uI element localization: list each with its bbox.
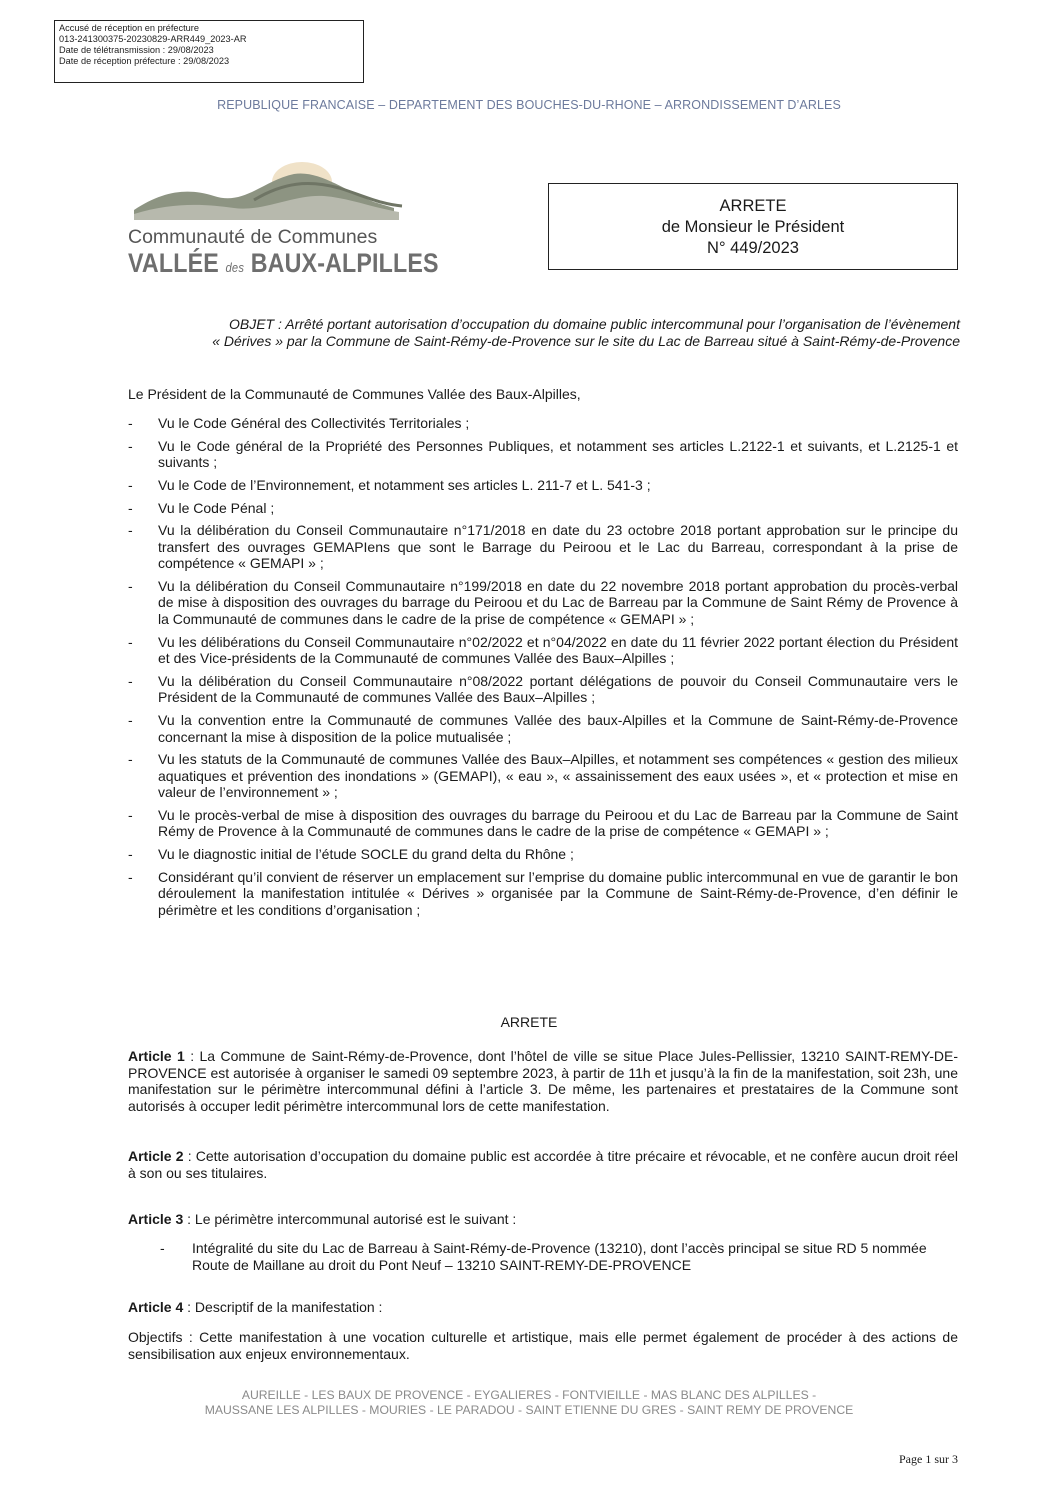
article-3-item: - Intégralité du site du Lac de Barreau à Saint-Rémy-de-Provence (13210), dont l’accès principal se situe RD 5 nommée Route de Maillane au droit du Pont Neuf – 13210 SAINT-REMY-DE-PROVENCE <box>160 1240 960 1273</box>
article-label: Article 3 <box>128 1211 184 1227</box>
list-item: - Vu la délibération du Conseil Communautaire n°171/2018 en date du 23 octobre 2018 portant approbation sur le principe du transfert des ouvrages GEMAPIens que sont le Barrage du Peiroou et le Lac du Barreau, correspondant à la prise de compétence « GEMAPI » ; <box>128 522 958 572</box>
stamp-line: 013-241300375-20230829-ARR449_2023-AR <box>59 34 247 44</box>
considerant-text: Vu la délibération du Conseil Communautaire n°171/2018 en date du 23 octobre 2018 portant approbation sur le principe du transfert des ouvrages GEMAPIens que sont le Barrage du Peiroou et le Lac du Barreau, correspondant à la prise de compétence « GEMAPI » ; <box>158 522 958 572</box>
objet-subject <box>112 316 960 350</box>
logo-des: des <box>225 260 245 275</box>
stamp-line: Date de télétransmission : 29/08/2023 <box>59 45 214 55</box>
logo-baux-alpilles: BAUX-ALPILLES <box>244 248 439 278</box>
objectifs-paragraph: Objectifs : Cette manifestation à une vocation culturelle et artistique, mais elle permet également de procéder à des actions de sensibilisation aux enjeux environnementaux. <box>128 1329 958 1362</box>
article-text: : Le périmètre intercommunal autorisé est le suivant : <box>183 1211 517 1227</box>
article-text: : La Commune de Saint-Rémy-de-Provence, dont l’hôtel de ville se situe Place Jules-Pellissier, 13210 SAINT-REMY-DE-PROVENCE est autorisée à organiser le samedi 09 septembre 2023, à partir de 11h et jusqu’à la fin de la manifestation, soit 23h, une manifestation sur le périmètre intercommunal défini à l’article 3. De même, les partenaires et prestataires de la Commune sont autorisés à occuper ledit périmètre intercommunal lors de cette manifestation. <box>128 1048 959 1114</box>
considerant-text: Vu le Code de l’Environnement, et notamment ses articles L. 211-7 et L. 541-3 ; <box>158 476 651 493</box>
article-label: Article 4 <box>128 1299 184 1315</box>
list-item: - Vu le Code Pénal ; <box>128 499 275 516</box>
document-header: REPUBLIQUE FRANCAISE – DEPARTEMENT DES BOUCHES-DU-RHONE – ARRONDISSEMENT D’ARLES <box>217 98 841 112</box>
article-text: : Cette autorisation d’occupation du domaine public est accordée à titre précaire et révocable, et ne confère aucun droit réel à son ou ses titulaires. <box>128 1148 958 1181</box>
article-label: Article 2 <box>128 1148 184 1164</box>
article-4 <box>128 1299 958 1316</box>
list-item: - Considérant qu’il convient de réserver un emplacement sur l’emprise du domaine public intercommunal en vue de garantir le bon déroulement la manifestation intitulée « Dérives » organisée par la Commune de Saint-Rémy-de-Provence, d’en définir le périmètre et les conditions d’organisation ; <box>128 868 958 918</box>
footer-communes <box>0 1388 1058 1418</box>
considerant-text: Vu le procès-verbal de mise à disposition des ouvrages du barrage du Peiroou et du Lac de Barreau par la Commune de Saint Rémy de Provence à la Communauté de communes dans le cadre de la prise de compétence « GEMAPI » ; <box>158 806 958 840</box>
list-item: - Vu le Code général de la Propriété des Personnes Publiques, et notamment ses articles L.2122-1 et suivants, et L.2125-1 et suivants ; <box>128 437 958 471</box>
arrete-box-line: ARRETE <box>719 197 787 215</box>
list-item: - Vu le Code Général des Collectivités Territoriales ; <box>128 415 470 431</box>
footer-line: MAUSSANE LES ALPILLES - MOURIES - LE PARADOU - SAINT ETIENNE DU GRES - SAINT REMY DE PROVENCE <box>204 1403 854 1417</box>
considerant-text: Vu le Code Pénal ; <box>158 499 275 516</box>
list-item: - Vu le procès-verbal de mise à disposition des ouvrages du barrage du Peiroou et du Lac de Barreau par la Commune de Saint Rémy de Provence à la Communauté de communes dans le cadre de la prise de compétence « GEMAPI » ; <box>128 806 958 840</box>
article-1 <box>128 1048 958 1114</box>
footer-line: AUREILLE - LES BAUX DE PROVENCE - EYGALIERES - FONTVIEILLE - MAS BLANC DES ALPILLES - <box>241 1388 817 1402</box>
considerant-text: Vu la convention entre la Communauté de communes Vallée des baux-Alpilles et la Commune de Saint-Rémy-de-Provence concernant la mise à disposition de la police mutualisée ; <box>158 712 958 745</box>
arrete-title-box <box>548 183 958 270</box>
article-label: Article 1 <box>128 1048 185 1064</box>
perimeter-text: Intégralité du site du Lac de Barreau à Saint-Rémy-de-Provence (13210), dont l’accès principal se situe RD 5 nommée Route de Maillane au droit du Pont Neuf – 13210 SAINT-REMY-DE-PROVENCE <box>192 1240 927 1273</box>
list-item: - Vu le diagnostic initial de l’étude SOCLE du grand delta du Rhône ; <box>128 846 574 863</box>
president-intro: Le Président de la Communauté de Communes Vallée des Baux-Alpilles, <box>128 386 581 402</box>
arrete-box-line: de Monsieur le Président <box>661 218 845 236</box>
list-item: - Vu les statuts de la Communauté de communes Vallée des Baux–Alpilles, et notamment ses compétences « gestion des milieux aquatiques et prévention des inondations » (GEMAPI), « eau », « assainissement des eaux usées », et « protection et mise en valeur de l’environnement » ; <box>128 751 958 801</box>
considerants-list <box>128 415 958 924</box>
article-2 <box>128 1148 958 1181</box>
organization-logo <box>126 160 439 285</box>
considerant-text: Considérant qu’il convient de réserver un emplacement sur l’emprise du domaine public intercommunal en vue de garantir le bon déroulement la manifestation intitulée « Dérives » organisée par la Commune de Saint-Rémy-de-Provence, d’en définir le périmètre et les conditions d’organisation ; <box>158 868 958 918</box>
arrete-number: N° 449/2023 <box>707 239 799 257</box>
objet-line: « Dérives » par la Commune de Saint-Rémy-de-Provence sur le site du Lac de Barreau situé à Saint-Rémy-de-Provence <box>212 333 960 349</box>
considerant-text: Vu la délibération du Conseil Communautaire n°08/2022 portant délégations de pouvoir du Conseil Communautaire vers le Président de la Communauté de communes Vallée des Baux–Alpilles ; <box>158 672 958 706</box>
page-number: Page 1 sur 3 <box>899 1452 958 1466</box>
list-item: - Vu la délibération du Conseil Communautaire n°199/2018 en date du 22 novembre 2018 portant approbation du procès-verbal de mise à disposition des ouvrages du barrage du Peiroou et du Lac de Barreau par la Commune de Saint Rémy de Provence à la Communauté de communes dans le cadre de la prise de compétence « GEMAPI » ; <box>128 577 958 627</box>
reception-stamp <box>54 20 364 83</box>
considerant-text: Vu les délibérations du Conseil Communautaire n°02/2022 et n°04/2022 en date du 11 février 2022 portant élection du Président et des Vice-présidents de la Communauté de communes Vallée des Baux–Alpilles ; <box>158 633 958 667</box>
mountains-icon <box>134 160 404 222</box>
considerant-text: Vu le Code Général des Collectivités Territoriales ; <box>158 415 470 431</box>
considerant-text: Vu le Code général de la Propriété des Personnes Publiques, et notamment ses articles L.2122-1 et suivants, et L.2125-1 et suivants ; <box>158 437 958 471</box>
stamp-line: Date de réception préfecture : 29/08/2023 <box>59 56 230 66</box>
considerant-text: Vu les statuts de la Communauté de communes Vallée des Baux–Alpilles, et notamment ses compétences « gestion des milieux aquatiques et prévention des inondations » (GEMAPI), « eau », « assainissement des eaux usées », et « protection et mise en valeur de l’environnement » ; <box>158 751 958 801</box>
objet-line: OBJET : Arrêté portant autorisation d’occupation du domaine public intercommunal pour l’organisation de l’évènement <box>228 316 960 332</box>
stamp-line: Accusé de réception en préfecture <box>59 23 199 33</box>
arrete-section-heading: ARRETE <box>500 1014 558 1030</box>
list-item: - Vu la convention entre la Communauté de communes Vallée des baux-Alpilles et la Commune de Saint-Rémy-de-Provence concernant la mise à disposition de la police mutualisée ; <box>128 712 958 745</box>
list-item: - Vu le Code de l’Environnement, et notamment ses articles L. 211-7 et L. 541-3 ; <box>128 476 651 493</box>
article-3 <box>128 1211 958 1228</box>
logo-text-line2 <box>128 248 439 279</box>
considerant-text: Vu la délibération du Conseil Communautaire n°199/2018 en date du 22 novembre 2018 portant approbation du procès-verbal de mise à disposition des ouvrages du barrage du Peiroou et du Lac de Barreau par la Commune de Saint Rémy de Provence à la Communauté de communes dans le cadre de la prise de compétence « GEMAPI » ; <box>158 577 958 627</box>
logo-text-line1: Communauté de Communes <box>128 226 378 248</box>
logo-vallee: VALLÉE <box>128 248 226 278</box>
considerant-text: Vu le diagnostic initial de l’étude SOCLE du grand delta du Rhône ; <box>158 846 574 863</box>
list-item: - Vu les délibérations du Conseil Communautaire n°02/2022 et n°04/2022 en date du 11 février 2022 portant élection du Président et des Vice-présidents de la Communauté de communes Vallée des Baux–Alpilles ; <box>128 633 958 667</box>
list-item: - Vu la délibération du Conseil Communautaire n°08/2022 portant délégations de pouvoir du Conseil Communautaire vers le Président de la Communauté de communes Vallée des Baux–Alpilles ; <box>128 672 958 706</box>
article-text: : Descriptif de la manifestation : <box>183 1299 383 1315</box>
